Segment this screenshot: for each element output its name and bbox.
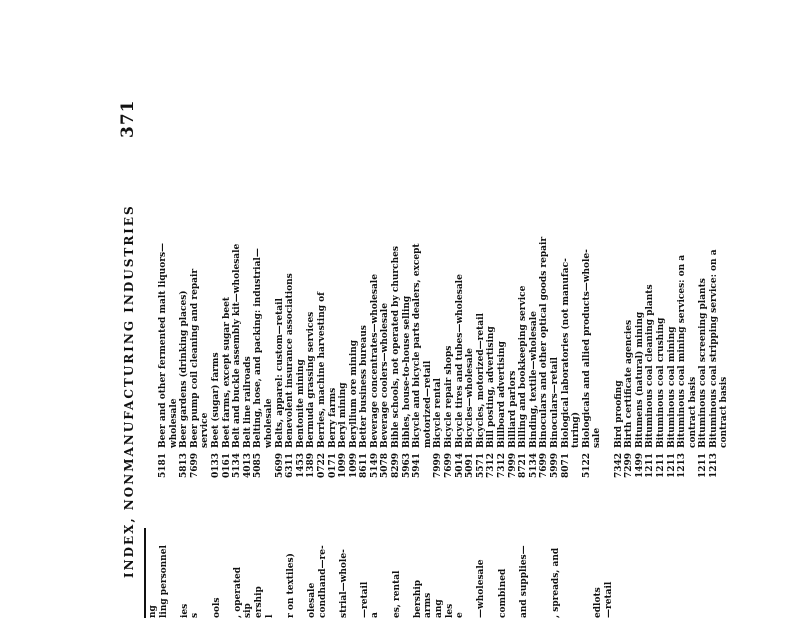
entry-text: Bicycle tires and tubes—wholesale xyxy=(454,274,465,448)
entry-code: 5999 xyxy=(549,452,560,478)
left-column-line: ership xyxy=(253,586,264,618)
entry-text: service xyxy=(200,412,211,448)
entry-text: Bermuda grassing services xyxy=(306,311,317,448)
left-column-line xyxy=(296,498,307,618)
entry-text xyxy=(603,0,614,448)
entry-code: 1099 xyxy=(338,452,349,478)
left-column-line: strial—whole- xyxy=(338,549,349,618)
entry-code: 1453 xyxy=(295,452,306,478)
entry-code: 5134 xyxy=(232,452,243,478)
left-column-line xyxy=(402,498,413,618)
left-column-line: ling personnel xyxy=(158,545,169,618)
left-column-line: combined xyxy=(497,568,508,618)
entry-code: 0161 xyxy=(221,452,232,478)
entry-text: Billing and bookkeeping service xyxy=(518,285,529,448)
entry-code xyxy=(169,448,180,478)
entry-text: Berries, machine harvesting of xyxy=(316,291,327,448)
entry-code: 5085 xyxy=(253,452,264,478)
page-number: 371 xyxy=(118,99,138,138)
entry-code: 1211 xyxy=(698,452,709,478)
entry-text: Bicycles, motorized—retail xyxy=(475,313,486,448)
entry-text: Bicycle and bicycle parts dealers, except xyxy=(412,243,423,448)
entry-text: Better business bureaus xyxy=(359,325,370,448)
entry-text: Binding, textile—wholesale xyxy=(528,311,539,448)
left-column-line xyxy=(540,498,551,618)
entry-text: Beet (sugar) farms xyxy=(210,352,221,448)
entry-text: Bentonite mining xyxy=(295,359,306,448)
entry-code: 1499 xyxy=(634,452,645,478)
entry-code: 5813 xyxy=(179,452,190,478)
entry-code: 7699 xyxy=(539,452,550,478)
entry-text: Beryllium ore mining xyxy=(348,339,359,448)
entry-text: Binoculars—retail xyxy=(549,357,560,448)
entry-code: 0133 xyxy=(210,452,221,478)
left-column-line xyxy=(529,498,540,618)
entry-code: 7312 xyxy=(497,452,507,478)
entry-code: 7299 xyxy=(624,452,635,478)
entry-text: Bituminous coal mining services: on a xyxy=(677,254,688,448)
entry-text: Beer and other fermented malt liquors— xyxy=(158,242,168,448)
left-column-line xyxy=(466,498,477,618)
entry-text: Belts, apparel: custom—retail xyxy=(274,298,285,448)
entry-code xyxy=(423,448,434,478)
industry-name-column xyxy=(158,0,730,448)
entry-code: 5963 xyxy=(401,452,412,478)
entry-code: 1211 xyxy=(666,452,677,478)
entry-code: 1389 xyxy=(306,452,317,478)
left-column-line: , operated xyxy=(232,566,243,618)
entry-text: sale xyxy=(592,427,603,448)
page-header xyxy=(108,98,144,618)
entry-text: Beer pump coil cleaning and repair xyxy=(189,268,200,448)
entry-text: Bicycles—wholesale xyxy=(465,348,476,448)
entry-code: 5941 xyxy=(412,452,423,478)
left-column-line: olesale xyxy=(306,582,317,618)
entry-code: 5091 xyxy=(465,452,476,478)
left-column-line: ng xyxy=(148,605,158,618)
entry-code xyxy=(592,448,603,478)
rotated-index-page xyxy=(108,98,730,618)
left-column-line xyxy=(222,498,233,618)
left-column-line: les xyxy=(444,603,455,618)
entry-text: Beverage concentrates—wholesale xyxy=(369,274,380,448)
entry-text: Bituminous coal stripping service: on a xyxy=(708,249,719,448)
left-column-line: es, rental xyxy=(391,570,402,618)
left-column-line xyxy=(328,498,339,618)
entry-text: contract basis xyxy=(687,376,698,448)
left-column-line xyxy=(572,498,583,618)
left-column-line: a xyxy=(370,612,381,618)
entry-code: 5181 xyxy=(158,452,168,478)
index-entries xyxy=(144,98,730,488)
header-rule xyxy=(144,528,146,618)
entry-code: 5149 xyxy=(369,452,380,478)
entry-code: 7342 xyxy=(613,452,624,478)
left-column-line: ang xyxy=(434,599,445,618)
entry-text: Bibles, house-to-house selling xyxy=(401,295,412,448)
sic-code-column xyxy=(158,448,730,478)
entry-text: Billboard advertising xyxy=(497,341,507,448)
left-column-line xyxy=(349,498,360,618)
left-column-line: ools xyxy=(211,597,222,618)
left-column-line: r on textiles) xyxy=(285,553,296,618)
entry-code: 6311 xyxy=(285,452,296,478)
entry-code: 1099 xyxy=(348,452,359,478)
left-column-line: ies xyxy=(179,603,190,618)
entry-text: Bituminous coal cleaning plants xyxy=(645,284,656,448)
entry-code: 0171 xyxy=(327,452,338,478)
entry-text: Berry farms xyxy=(327,387,338,448)
entry-code: 1211 xyxy=(645,452,656,478)
entry-text: Biologicals and allied products—whole- xyxy=(581,249,592,448)
entry-text: Bible schools, not operated by churches xyxy=(391,246,402,448)
entry-code xyxy=(603,448,614,478)
left-column-line: bership xyxy=(412,579,423,618)
entry-text: Bituminous coal screening plants xyxy=(698,278,709,448)
entry-code: 8071 xyxy=(560,452,571,478)
entry-text: Beer gardens (drinking places) xyxy=(179,290,190,448)
entry-text: Birth certificate agencies xyxy=(624,319,635,448)
left-column-line xyxy=(487,498,498,618)
entry-code: 7999 xyxy=(507,452,518,478)
entry-code: 7699 xyxy=(189,452,200,478)
left-column-line xyxy=(582,498,593,618)
left-column-line: —retail xyxy=(359,581,370,618)
left-column-line: arms xyxy=(423,592,434,618)
entry-code xyxy=(688,448,699,478)
entry-text: Biological laboratories (not manufac- xyxy=(560,258,571,448)
left-column-line: —retail xyxy=(603,581,614,618)
left-column-line xyxy=(508,498,519,618)
left-column-line xyxy=(201,498,212,618)
left-column-line xyxy=(275,498,286,618)
entry-code: 7999 xyxy=(433,452,444,478)
left-column-line: e xyxy=(455,612,466,618)
entry-text: motorized—retail xyxy=(422,360,433,448)
entry-code: 5571 xyxy=(475,452,486,478)
entry-text: Binoculars and other optical goods repair xyxy=(539,236,550,448)
entry-text: contract basis xyxy=(719,376,730,448)
entry-code: 8299 xyxy=(391,452,402,478)
entry-text: Bill posting, advertising xyxy=(486,326,497,448)
entry-text: Bituminous coal crushing xyxy=(655,317,666,448)
left-column-line: and supplies— xyxy=(518,545,529,618)
left-column-line: —wholesale xyxy=(476,559,487,618)
entry-code xyxy=(571,448,582,478)
entry-code xyxy=(264,448,275,478)
entry-code xyxy=(200,448,211,478)
entry-text: Beet farms, except sugar beet xyxy=(221,296,232,448)
entry-code: 8611 xyxy=(359,452,370,478)
entry-text: Bird proofing xyxy=(613,380,624,448)
entry-text: Bicycle rental xyxy=(433,378,444,448)
left-column-line: , spreads, and xyxy=(550,547,561,618)
left-column-line xyxy=(169,498,180,618)
entry-text: Belt and buckle assembly kit—wholesale xyxy=(232,243,243,448)
entry-code xyxy=(719,448,730,478)
entry-text: Belt line railroads xyxy=(242,356,253,448)
entry-code: 8721 xyxy=(518,452,529,478)
left-column-line: sip xyxy=(243,603,254,618)
entry-code: 0722 xyxy=(316,452,327,478)
entry-code: 1213 xyxy=(708,452,719,478)
entry-text: Bitumens (natural) mining xyxy=(634,311,645,448)
left-column-line xyxy=(561,498,572,618)
entry-text: Benevolent insurance associations xyxy=(285,273,296,448)
left-column-line xyxy=(381,498,392,618)
entry-text: Bituminous coal mining xyxy=(666,326,677,448)
entry-text: Bicycle repair shops xyxy=(444,345,455,448)
entry-text: turing) xyxy=(571,412,582,448)
entry-code: 5014 xyxy=(454,452,465,478)
left-column-line: s xyxy=(190,612,201,618)
left-column-line: edlots xyxy=(592,587,603,618)
entry-text: wholesale xyxy=(168,398,179,448)
entry-text: Belting, hose, and packing: industrial— xyxy=(253,248,264,448)
entry-code: 1211 xyxy=(655,452,666,478)
left-column-line: condhand—re- xyxy=(317,545,328,618)
entry-code: 5078 xyxy=(380,452,391,478)
entry-text: wholesale xyxy=(263,398,274,448)
entry-code: 5122 xyxy=(581,452,592,478)
left-column-line: l xyxy=(264,614,275,618)
entry-text: Beryl mining xyxy=(338,382,349,448)
entry-code: 5699 xyxy=(274,452,285,478)
entry-code: 1213 xyxy=(677,452,688,478)
left-column-fragments xyxy=(148,498,614,618)
entry-code: 5134 xyxy=(528,452,539,478)
entry-text: Beverage coolers—wholesale xyxy=(380,303,391,448)
entry-code: 7699 xyxy=(444,452,455,478)
entry-text: Billiard parlors xyxy=(507,370,518,448)
entry-code: 4013 xyxy=(242,452,253,478)
page-title: INDEX, NONMANUFACTURING INDUSTRIES xyxy=(122,204,136,578)
entry-code: 7312 xyxy=(486,452,497,478)
